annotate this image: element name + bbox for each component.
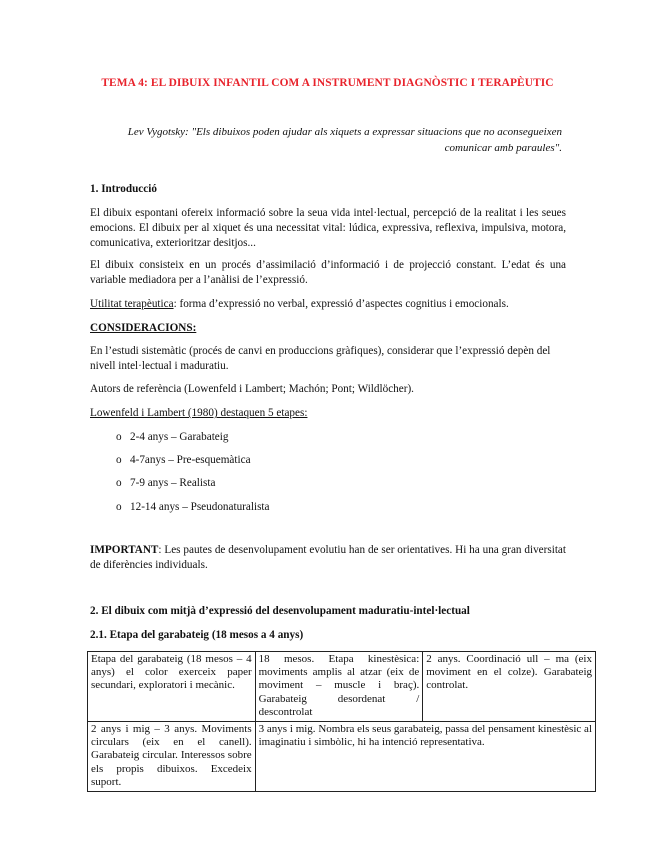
list-item [90,430,490,453]
list-item [90,453,490,476]
considerations-paragraph-3: Lowenfeld i Lambert (1980) destaquen 5 etapes: [90,407,308,419]
considerations-heading: CONSIDERACIONS: [90,322,197,334]
table-cell: 2 anys i mig – 3 anys. Moviments circulars (eix en el canell). Garabateig circular. Interessos sobre els propis dibuixos. Excedeix suport. [88,721,256,791]
stages-list [90,430,490,523]
important-paragraph [90,543,566,573]
section-2-1-heading: 2.1. Etapa del garabateig (18 mesos a 4 anys) [90,629,304,641]
intro-paragraph-2: El dibuix consisteix en un procés d’assimilació d’informació i de projecció constant. L’edat és una variable mediadora per a l’anàlisi de l’expressió. [90,259,566,286]
section-2-heading: 2. El dibuix com mitjà d’expressió del desenvolupament maduratiu-intel·lectual [90,605,470,617]
table-cell: Etapa del garabateig (18 mesos – 4 anys) el color exerceix paper secundari, exploratori i mecànic. [88,652,256,722]
important-label: IMPORTANT [90,544,159,556]
table-row [88,652,596,722]
important-text: : Les pautes de desenvolupament evolutiu han de ser orientatives. Hi ha una gran diversitat de diferències individuals. [90,544,566,571]
table-cell: 18 mesos. Etapa kinestèsica: moviments amplis al atzar (eix de moviment – muscle i braç). Garabateig desordenat / descontrolat [255,652,423,722]
stage-text: 12-14 anys – Pseudonaturalista [130,500,270,513]
stage-text: 2-4 anys – Garabateig [130,431,229,443]
considerations-paragraph-1: En l’estudi sistemàtic (procés de canvi en produccions gràfiques), considerar que l’expressió depèn del nivell intel·lectual i maduratiu. [90,345,551,372]
intro-paragraph-3 [90,297,566,312]
stage-text: 7-9 anys – Realista [130,477,216,490]
quote-line-2: comunicar amb paraules". [444,141,562,154]
therapeutic-utility-label: Utilitat terapèutica [90,298,174,310]
document-title: TEMA 4: EL DIBUIX INFANTIL COM A INSTRUMENT DIAGNÒSTIC I TERAPÈUTIC [101,77,554,89]
list-item [90,476,490,499]
quote-line-1: Lev Vygotsky: "Els dibuixos poden ajudar als xiquets a expressar situacions que no aconsegueixen [127,126,562,138]
table-cell: 2 anys. Coordinació ull – ma (eix moviment en el colze). Garabateig controlat. [423,652,596,722]
list-item [90,500,490,523]
intro-paragraph-1: El dibuix espontani ofereix informació sobre la seua vida intel·lectual, percepció de la realitat i les seues emocions. El dibuix per al xiquet és una necessitat vital: lúdica, expressiva, reflexiva, impulsiva, motora, comunicativa, exterioritzar desitjos... [90,207,566,249]
table-row [88,721,596,791]
bullet-icon: o [116,454,122,467]
stage-text: 4-7anys – Pre-esquemàtica [130,454,251,467]
table-cell: 3 anys i mig. Nombra els seus garabateig, passa del pensament kinestèsic al imaginatiu i simbòlic, hi ha intenció representativa. [255,721,595,791]
vygotsky-quote [90,125,562,156]
considerations-paragraph-2: Autors de referència (Lowenfeld i Lambert; Machón; Pont; Wildlöcher). [90,383,414,395]
scribble-stage-table [87,651,596,792]
intro-heading: 1. Introducció [90,183,157,195]
bullet-icon: o [116,500,122,513]
bullet-icon: o [116,431,122,443]
bullet-icon: o [116,477,122,490]
therapeutic-utility-text: : forma d’expressió no verbal, expressió d’aspectes cognitius i emocionals. [173,298,509,310]
